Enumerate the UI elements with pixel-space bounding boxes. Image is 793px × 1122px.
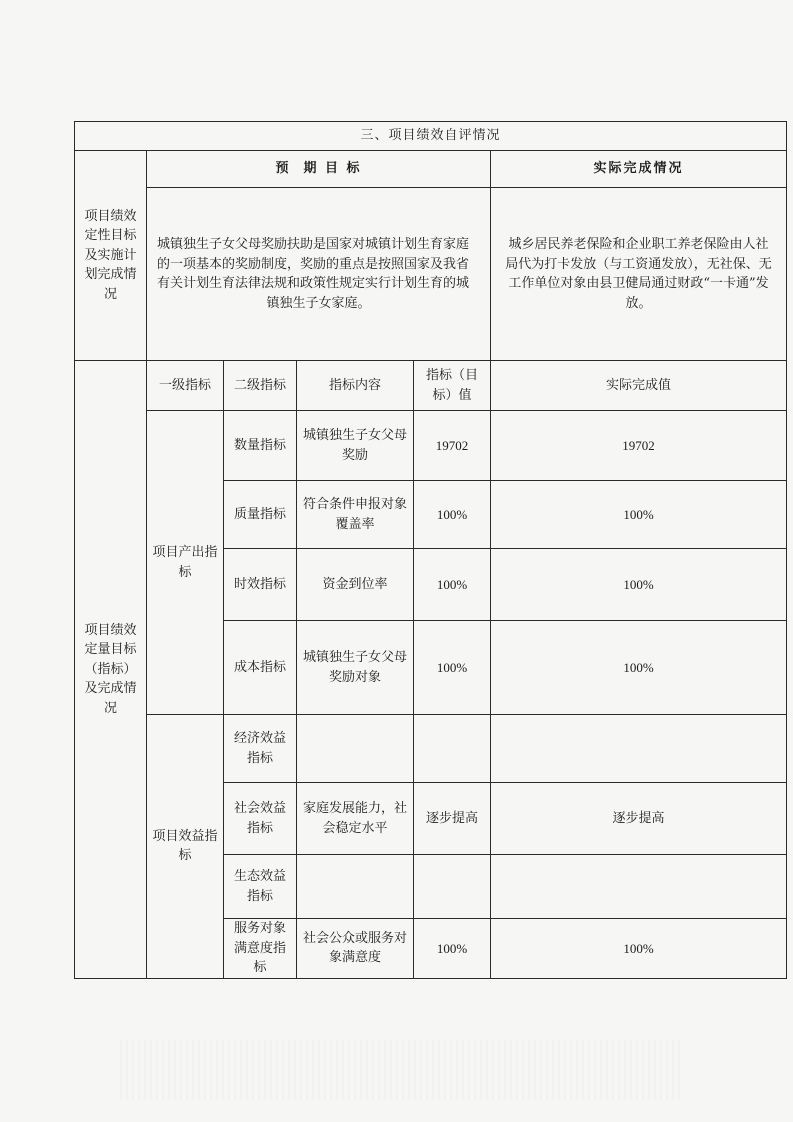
section-title: 三、项目绩效自评情况 <box>75 122 787 151</box>
target-cell: 100% <box>414 621 491 715</box>
level2-cell: 质量指标 <box>224 481 297 549</box>
quant-header-row <box>75 361 787 411</box>
actual-cell <box>491 715 787 783</box>
target-cell <box>414 715 491 783</box>
actual-cell: 100% <box>491 621 787 715</box>
actual-cell: 100% <box>491 549 787 621</box>
qualitative-label: 项目绩效定性目标及实施计划完成情况 <box>75 151 147 361</box>
level2-cell: 生态效益指标 <box>224 855 297 919</box>
header-target: 指标（目标）值 <box>414 361 491 411</box>
content-cell: 资金到位率 <box>297 549 414 621</box>
target-cell <box>414 855 491 919</box>
content-cell: 符合条件申报对象覆盖率 <box>297 481 414 549</box>
actual-cell: 100% <box>491 919 787 979</box>
header-level2: 二级指标 <box>224 361 297 411</box>
performance-table <box>74 121 787 979</box>
target-cell: 100% <box>414 549 491 621</box>
header-content: 指标内容 <box>297 361 414 411</box>
actual-cell: 100% <box>491 481 787 549</box>
actual-cell: 逐步提高 <box>491 783 787 855</box>
content-cell: 城镇独生子女父母奖励对象 <box>297 621 414 715</box>
level2-cell: 数量指标 <box>224 411 297 481</box>
expected-header: 预 期 目 标 <box>147 151 491 188</box>
scan-noise <box>120 1040 680 1100</box>
table-row <box>75 411 787 481</box>
content-cell: 城镇独生子女父母奖励 <box>297 411 414 481</box>
qualitative-header-row <box>75 151 787 188</box>
title-row <box>75 122 787 151</box>
actual-header: 实际完成情况 <box>491 151 787 188</box>
target-cell: 逐步提高 <box>414 783 491 855</box>
target-cell: 100% <box>414 481 491 549</box>
group-benefit: 项目效益指标 <box>147 715 224 979</box>
content-cell: 社会公众或服务对象满意度 <box>297 919 414 979</box>
content-cell: 家庭发展能力，社会稳定水平 <box>297 783 414 855</box>
content-cell <box>297 715 414 783</box>
target-cell: 100% <box>414 919 491 979</box>
actual-cell <box>491 855 787 919</box>
qualitative-body-row <box>75 188 787 361</box>
header-actual: 实际完成值 <box>491 361 787 411</box>
target-cell: 19702 <box>414 411 491 481</box>
actual-text: 城乡居民养老保险和企业职工养老保险由人社局代为打卡发放（与工资通发放），无社保、无工作单位对象由县卫健局通过财政“一卡通”发放。 <box>491 188 787 361</box>
group-output: 项目产出指标 <box>147 411 224 715</box>
expected-text: 城镇独生子女父母奖励扶助是国家对城镇计划生育家庭的一项基本的奖励制度，奖励的重点是按照国家及我省有关计划生育法律法规和政策性规定实行计划生育的城镇独生子女家庭。 <box>147 188 491 361</box>
actual-cell: 19702 <box>491 411 787 481</box>
level2-cell: 成本指标 <box>224 621 297 715</box>
level2-cell: 经济效益指标 <box>224 715 297 783</box>
level2-cell: 社会效益指标 <box>224 783 297 855</box>
header-level1: 一级指标 <box>147 361 224 411</box>
level2-cell: 时效指标 <box>224 549 297 621</box>
content-cell <box>297 855 414 919</box>
level2-cell: 服务对象满意度指标 <box>224 919 297 979</box>
table-row <box>75 715 787 783</box>
quantitative-label: 项目绩效定量目标（指标）及完成情况 <box>75 361 147 979</box>
